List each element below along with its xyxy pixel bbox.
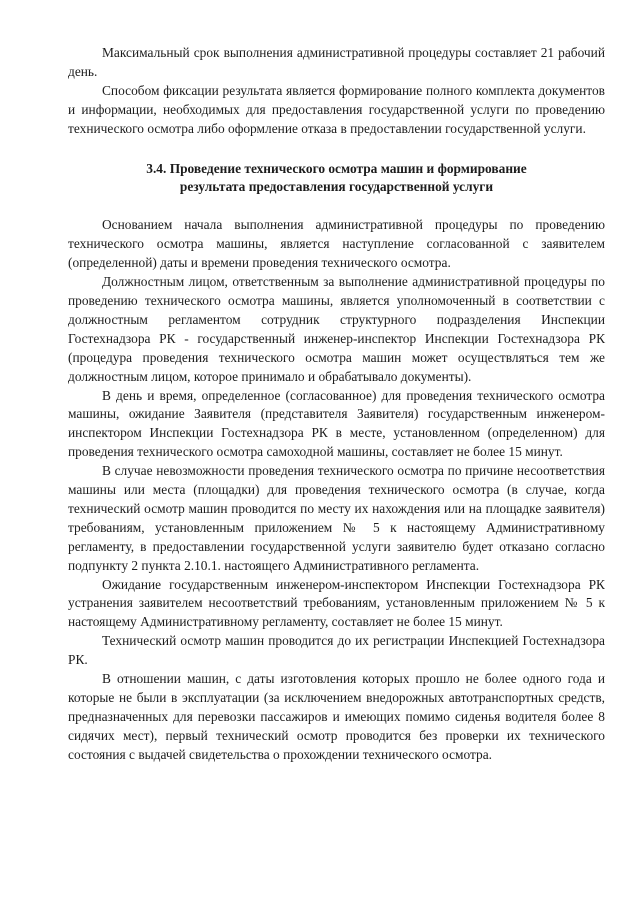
paragraph-new-machines: В отношении машин, с даты изготовления которых прошло не более одного года и которые не были в эксплуатации (за исключением внедорожных автотранспортных средств, предназначенных для перевозки пассажиров и имеющих помимо сиденья водителя более 8 сидячих мест), первый технический осмотр проводится без проверки их технического состояния с выдачей свидетельства о прохождении технического осмотра. (68, 671, 605, 762)
paragraph-refusal-case: В случае невозможности проведения технического осмотра по причине несоответствия машины или места (площадки) для проведения технического осмотра (в случае, когда технический осмотр машин проводится по месту их нахождения или на площадке заявителя) требованиям, установленным приложением № 5 к настоящему Административному регламенту, в предоставлении государственной услуги заявителю будет отказано согласно подпункту 2 пункта 2.10.1. настоящего Административного регламента. (68, 463, 605, 573)
paragraph-waiting-time: В день и время, определенное (согласованное) для проведения технического осмотра машины, ожидание Заявителя (представителя Заявителя) государственным инженером-инспектором Инспекции Гостехнадзора РК в месте, установленном (определенном) для проведения технического осмотра самоходной машины, составляет не более 15 минут. (68, 387, 605, 460)
section-heading-line-2: результата предоставления государственной услуги (179, 179, 494, 195)
paragraph-result-fixation: Способом фиксации результата является формирование полного комплекта документов и информации, необходимых для предоставления государственной услуги по проведению технического осмотра либо оформление отказа в предоставлении государственной услуги. (68, 82, 605, 136)
section-heading-line-1: 3.4. Проведение технического осмотра машин и формирование (146, 160, 527, 176)
section-heading (68, 160, 605, 198)
paragraph-before-registration: Технический осмотр машин проводится до их регистрации Инспекцией Гостехнадзора РК. (68, 633, 605, 668)
paragraph-elimination-wait: Ожидание государственным инженером-инспектором Инспекции Гостехнадзора РК устранения заявителем несоответствий требованиям, установленным приложением № 5 к настоящему Административному регламенту, составляет не более 15 минут. (68, 576, 605, 630)
paragraph-max-duration: Максимальный срок выполнения административной процедуры составляет 21 рабочий день. (68, 45, 605, 79)
paragraph-responsible-person: Должностным лицом, ответственным за выполнение административной процедуры по проведению технического осмотра машины, является уполномоченный в соответствии с должностным регламентом сотрудник структурного подразделения Инспекции Гостехнадзора РК - государственный инженер-инспектор Инспекции Гостехнадзора РК (процедура проведения технического осмотра машин может осуществляться тем же должностным лицом, которое принимало и обрабатывало документы). (68, 274, 605, 384)
paragraph-basis: Основанием начала выполнения административной процедуры по проведению технического осмотра машины, является наступление согласованной с заявителем (определенной) даты и времени проведения технического осмотра. (68, 217, 605, 271)
